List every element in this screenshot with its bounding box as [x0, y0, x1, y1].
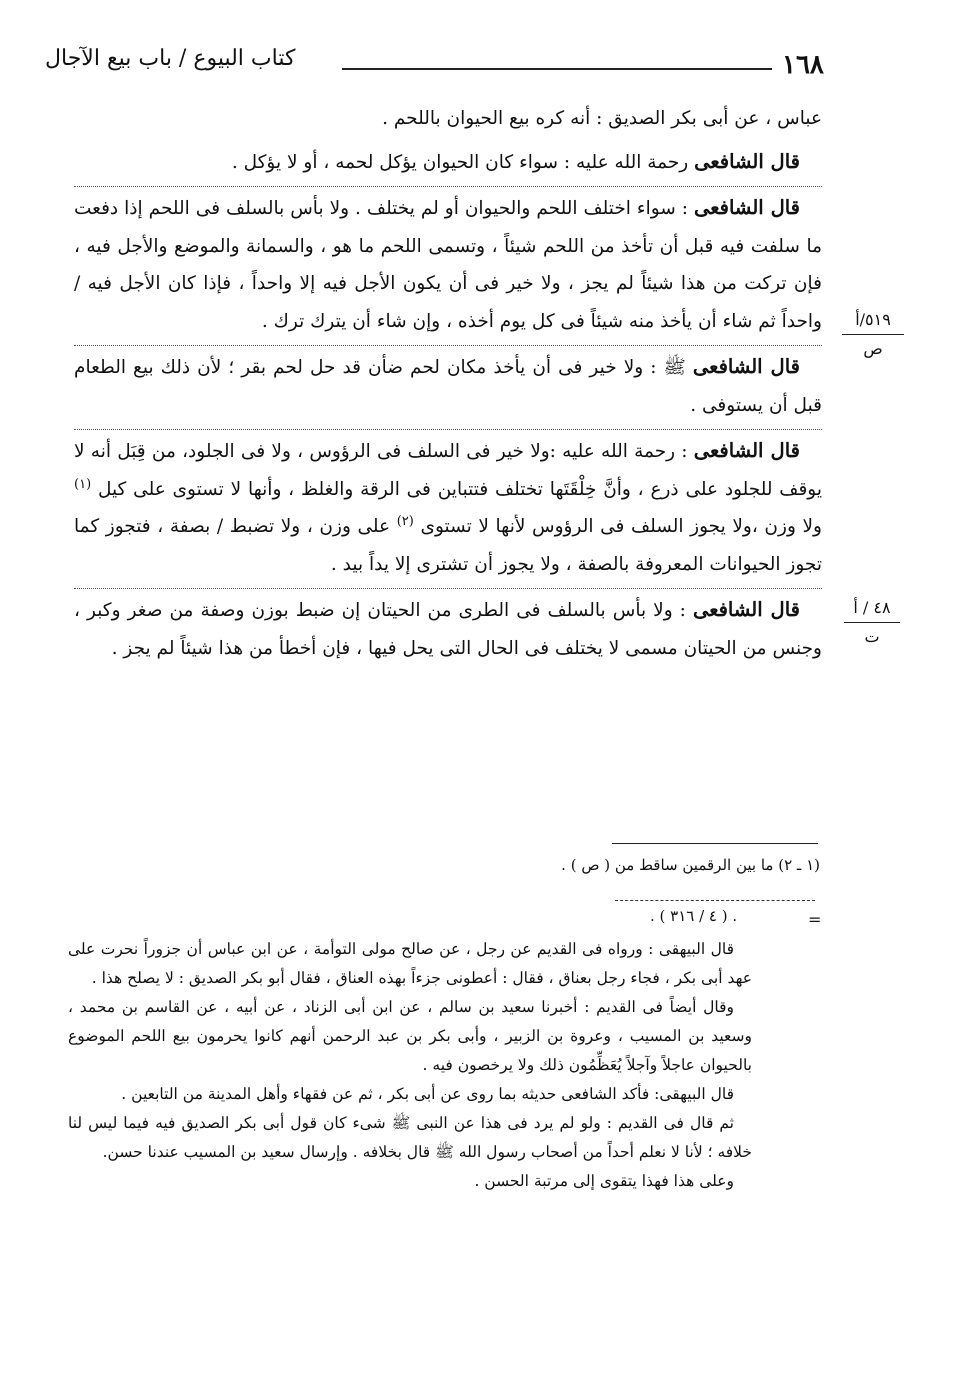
- header-rule: [342, 68, 772, 70]
- margin-manuscript-siglum: ص: [863, 339, 883, 358]
- continuation-reference: . ( ٤ / ٣١٦ ) .: [650, 907, 738, 925]
- margin-folio-number: ٥١٩/أ: [842, 308, 904, 335]
- footnote-marker-1: (١): [74, 476, 92, 492]
- editor-notes: [68, 935, 752, 1196]
- speaker-label: قال الشافعى: [694, 149, 800, 173]
- running-header-title: كتاب البيوع / باب بيع الآجال: [45, 46, 296, 71]
- paragraph-1: [74, 100, 822, 138]
- note-item: وقال أيضاً فى القديم : أخبرنا سعيد بن سالم ، عن ابن أبى الزناد ، عن أبيه ، عن القاسم بن محمد ، وسعيد بن المسيب ، وعروة بن الزبير ، وأبى بكر بن عبد الرحمن أنهم كانوا يحرمون بيع اللحم الموضوع بالحيوان عاجلاً وآجلاً يُعَظِّمُون ذلك ولا يرخصون فيه .: [68, 998, 752, 1074]
- paragraph-text: ﷺ : ولا خير فى أن يأخذ مكان لحم ضأن قد حل لحم بقر ؛ لأن ذلك بيع الطعام قبل أن يستوفى .: [74, 357, 822, 416]
- paragraph-text: : سواء اختلف اللحم والحيوان أو لم يختلف . ولا بأس بالسلف فى اللحم إذا دفعت ما سلفت فيه قبل أن تأخذ من اللحم شيئاً ، وتسمى اللحم ما هو ، والسمانة والموضع والأجل فيه ، فإن تركت من هذا شيئاً لم يجز ، ولا خير فى أن يكون الأجل فيه إلا واحداً ، فإذا كان الأجل فيه / واحداً ثم شاء أن يأخذ منه شيئاً فى كل يوم أخذه ، وإن شاء أن يترك ترك .: [74, 198, 822, 332]
- paragraph-5: [74, 429, 822, 583]
- paragraph-text: : رحمة الله عليه :ولا خير فى السلف فى الرؤوس ، ولا فى الجلود، من قِبَل أنه لا يوقف للجلود على ذرع ، وأنَّ خِلْقَتَها تختلف فتتباين فى الرقة والغلظ ، وأنها لا تستوى على كيل: [74, 441, 822, 500]
- paragraph-2: [74, 143, 822, 182]
- paragraph-4: [74, 345, 822, 424]
- paragraph-text-cont: على وزن ، ولا تضبط / بصفة ، فتجوز كما تجوز الحيوانات المعروفة بالصفة ، ولا يجوز أن تشترى إلا يداً بيد .: [74, 516, 822, 575]
- speaker-label: قال الشافعى: [692, 598, 800, 621]
- footnote-marker-2: (٢): [396, 513, 414, 529]
- margin-manuscript-siglum: ت: [864, 627, 880, 646]
- main-text: [74, 100, 822, 672]
- footnote-rule: [612, 843, 818, 844]
- footnote: (١ ـ ٢) ما بين الرقمين ساقط من ( ص ) .: [561, 856, 820, 874]
- paragraph-3: [74, 186, 822, 340]
- note-item: قال البيهقى : ورواه فى القديم عن رجل ، عن صالح مولى التوأمة ، عن ابن عباس أن جزوراً نحرت على عهد أبى بكر ، فجاء رجل بعناق ، فقال : أعطونى جزءاً بهذه العناق ، فقال أبو بكر الصديق : لا يصلح هذا .: [68, 940, 752, 987]
- note-item: قال البيهقى: فأكد الشافعى حديثه بما روى عن أبى بكر ، ثم عن فقهاء وأهل المدينة من التابعين .: [121, 1085, 734, 1103]
- note-item: ثم قال فى القديم : ولو لم يرد فى هذا عن النبى ﷺ شىء كان قول أبى بكر الصديق فيه فيما ليس لنا خلافه ؛ لأنا لا نعلم أحداً من أصحاب رسول الله ﷺ قال بخلافه . وإرسال سعيد بن المسيب عندنا حسن.: [68, 1114, 752, 1161]
- speaker-label: قال الشافعى: [692, 355, 800, 378]
- paragraph-text: عباس ، عن أبى بكر الصديق : أنه كره بيع الحيوان باللحم .: [382, 108, 822, 129]
- paragraph-text: : ولا بأس بالسلف فى الطرى من الحيتان إن ضبط بوزن وصفة من صغر وكبر ، وجنس من الحيتان مسمى لا يختلف فى الحال التى يحل فيها ، فإن أخطأ من هذا شيئاً لم يجز .: [74, 600, 822, 659]
- speaker-label: قال الشافعى: [693, 439, 800, 462]
- note-item: وعلى هذا فهذا يتقوى إلى مرتبة الحسن .: [474, 1172, 734, 1190]
- notes-separator: [615, 900, 815, 901]
- paragraph-text-cont: ولا وزن ،ولا يجوز السلف فى الرؤوس لأنها لا تستوى: [413, 516, 822, 537]
- speaker-label: قال الشافعى: [694, 196, 801, 219]
- continuation-mark: =: [808, 910, 822, 929]
- margin-folio-number: ٤٨ / أ: [844, 596, 900, 623]
- paragraph-6: [74, 588, 822, 667]
- margin-manuscript-ref-2: [844, 596, 900, 649]
- paragraph-text: رحمة الله عليه : سواء كان الحيوان يؤكل لحمه ، أو لا يؤكل .: [231, 151, 695, 173]
- margin-manuscript-ref-1: [842, 308, 904, 361]
- page-number: ١٦٨: [782, 50, 824, 80]
